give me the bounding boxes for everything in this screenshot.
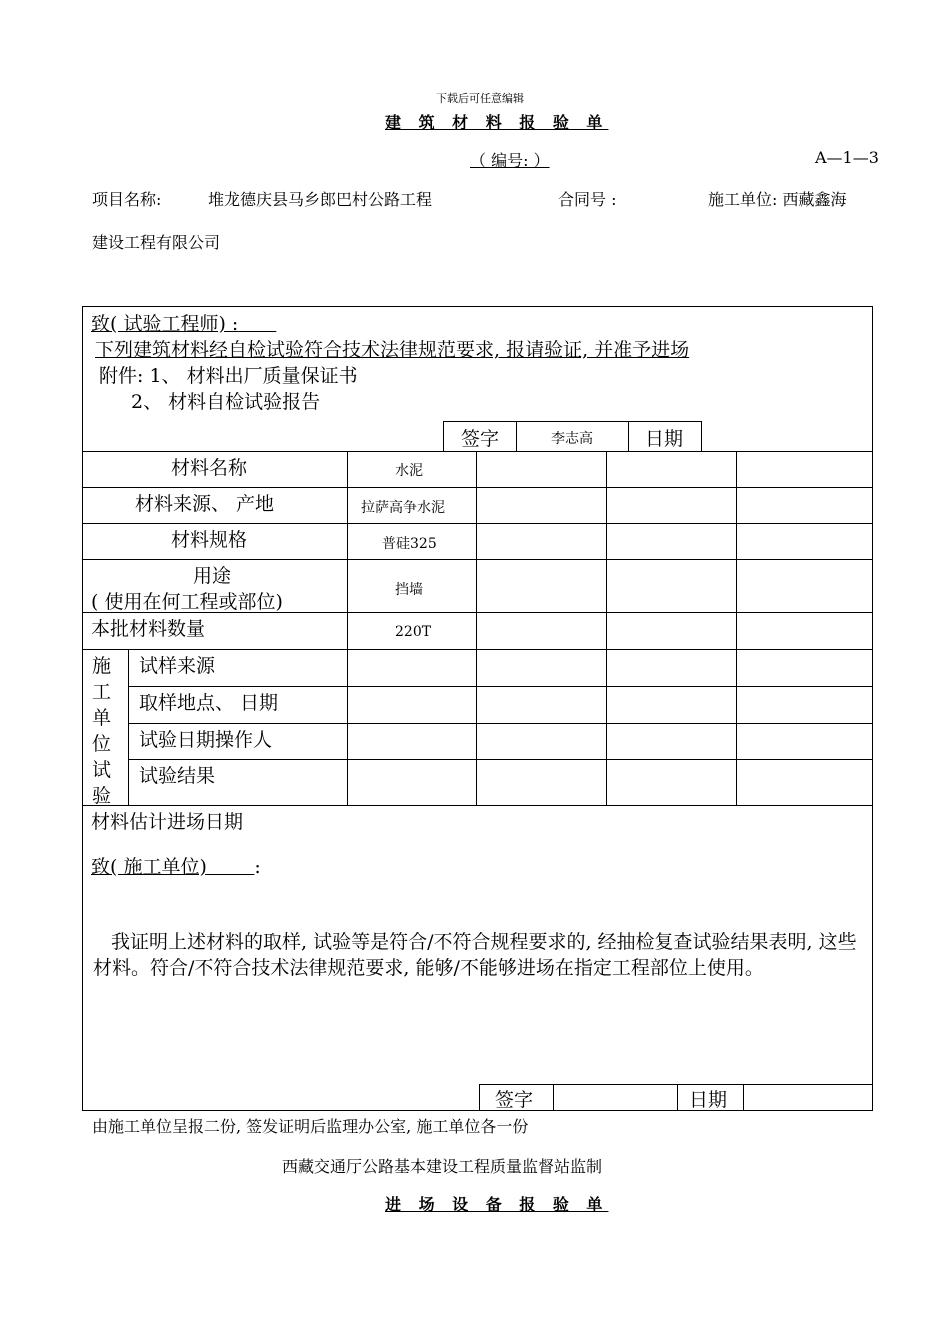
side-char-5: 试 [92,759,112,781]
request-line: 下列建筑材料经自检试验符合技术法律规范要求, 报请验证, 并准予进场 [95,339,690,361]
material-spec-value: 普硅325 [382,536,437,552]
cert-to: 致( 施工单位) : [91,856,261,878]
cert-date-label: 日期 [689,1089,728,1111]
inspection-table [82,306,873,1111]
test-operator-label: 试验日期操作人 [139,729,273,751]
project-label: 项目名称: [92,190,162,209]
usage-label: 用途 [193,565,232,587]
material-source-value: 拉萨高争水泥 [361,500,445,516]
usage-value: 挡墙 [395,582,423,598]
quantity-label: 本批材料数量 [91,618,206,640]
contract-label: 合同号 : [558,190,617,209]
request-date-label: 日期 [645,428,684,450]
cert-body: 我证明上述材料的取样, 试验等是符合/不符合规程要求的, 经抽检复查试验结果表明, 这些材料。符合/不符合技术法律规范要求, 能够/不能够进场在指定工程部位上使用。 [93,931,857,979]
quantity-value: 220T [395,624,432,640]
number-field: （ 编号: ） [470,151,550,170]
form-code: A—1—3 [815,148,879,167]
sample-source-label: 试样来源 [139,655,216,677]
form-title: 建 筑 材 料 报 验 单 [385,113,609,132]
next-form-title: 进 场 设 备 报 验 单 [385,1195,609,1214]
editable-note: 下载后可任意编辑 [436,92,524,105]
side-char-2: 工 [92,681,112,703]
material-name-value: 水泥 [395,463,423,479]
cert-sign-label: 签字 [495,1089,534,1111]
side-char-3: 单 [92,707,112,729]
contractor-name-cont: 建设工程有限公司 [92,233,221,252]
material-spec-label: 材料规格 [171,529,248,551]
material-source-label: 材料来源、 产地 [135,493,275,515]
issuer: 西藏交通厅公路基本建设工程质量监督站监制 [282,1157,603,1176]
project-name: 堆龙德庆县马乡郎巴村公路工程 [208,190,433,209]
request-sign-label: 签字 [461,428,500,450]
usage-sublabel: ( 使用在何工程或部位) [91,591,283,613]
attachment-1: 附件: 1、 材料出厂质量保证书 [99,365,358,387]
side-char-6: 验 [92,785,112,807]
request-signer: 李志高 [551,431,593,447]
attachment-2: 2、 材料自检试验报告 [131,391,321,413]
side-char-4: 位 [92,733,112,755]
contractor-label: 施工单位: 西藏鑫海 [708,190,847,209]
material-name-label: 材料名称 [171,457,248,479]
test-result-label: 试验结果 [139,765,216,787]
sample-place-label: 取样地点、 日期 [139,692,279,714]
request-to: 致( 试验工程师) : [91,313,239,335]
entry-date-label: 材料估计进场日期 [91,811,244,833]
distribution-note: 由施工单位呈报二份, 签发证明后监理办公室, 施工单位各一份 [92,1117,529,1136]
side-char-1: 施 [92,655,112,677]
